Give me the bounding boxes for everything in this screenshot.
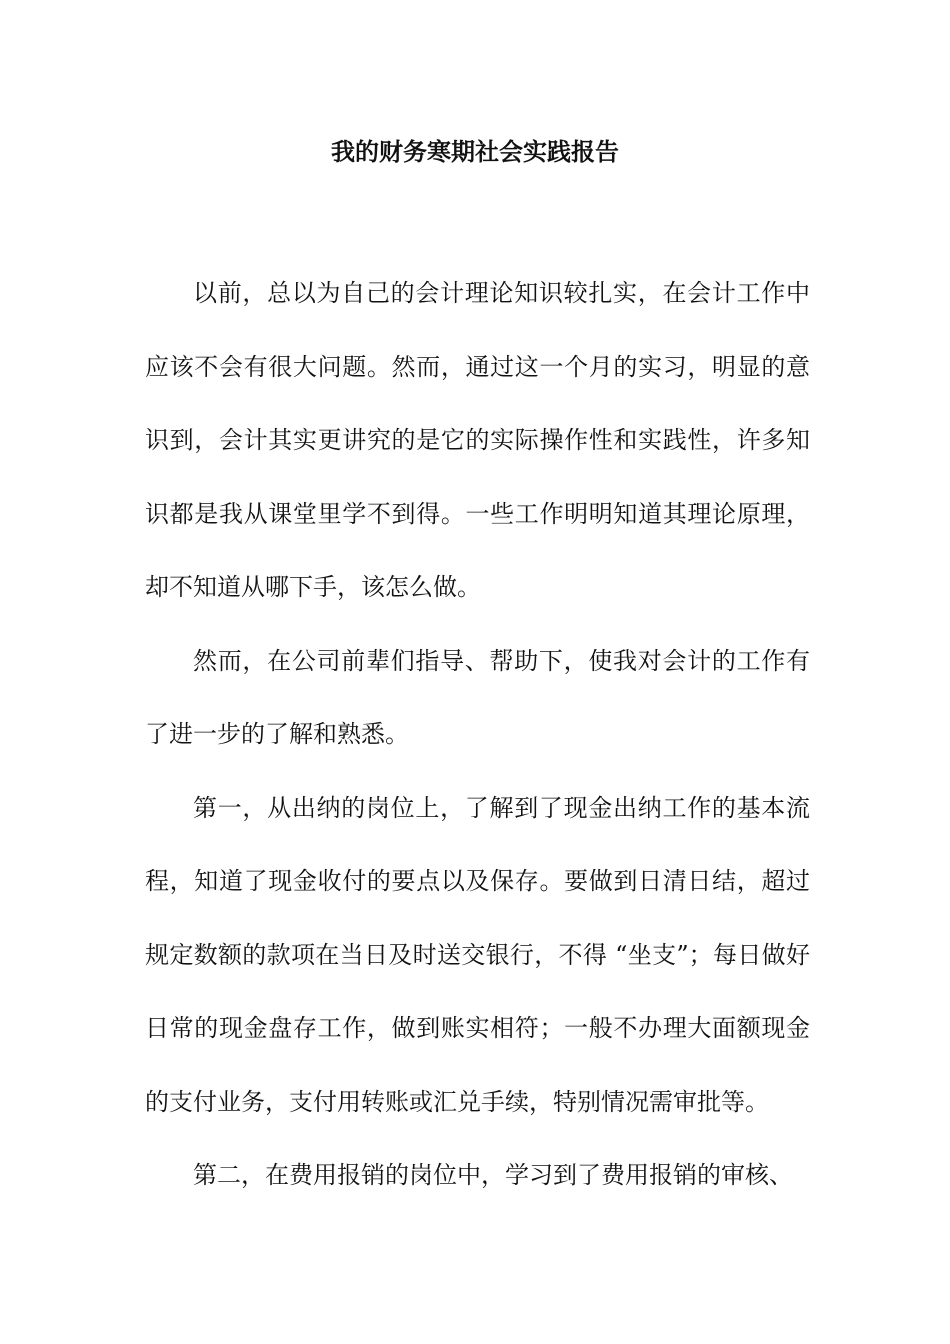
paragraph-1: 以前，总以为自己的会计理论知识较扎实，在会计工作中应该不会有很大问题。然而，通过这一个月的实习，明显的意识到，会计其实更讲究的是它的实际操作性和实践性，许多知识都是我从课堂里学不到得。一些工作明明知道其理论原理，却不知道从哪下手，该怎么做。 xyxy=(145,279,810,601)
paragraph-3: 第一，从出纳的岗位上，了解到了现金出纳工作的基本流程，知道了现金收付的要点以及保存。要做到日清日结，超过规定数额的款项在当日及时送交银行，不得 “坐支”；每日做好日常的现金盘存工作，做到账实相符；一般不办理大面额现金的支付业务，支付用转账或汇兑手续，特别情况需审批等。 xyxy=(145,793,810,1116)
document-title: 我的财务寒期社会实践报告 xyxy=(331,137,619,166)
document-body xyxy=(145,257,810,1213)
paragraph-2: 然而，在公司前辈们指导、帮助下，使我对会计的工作有了进一步的了解和熟悉。 xyxy=(145,646,810,748)
paragraph-4: 第二，在费用报销的岗位中，学习到了费用报销的审核、 xyxy=(193,1161,793,1189)
